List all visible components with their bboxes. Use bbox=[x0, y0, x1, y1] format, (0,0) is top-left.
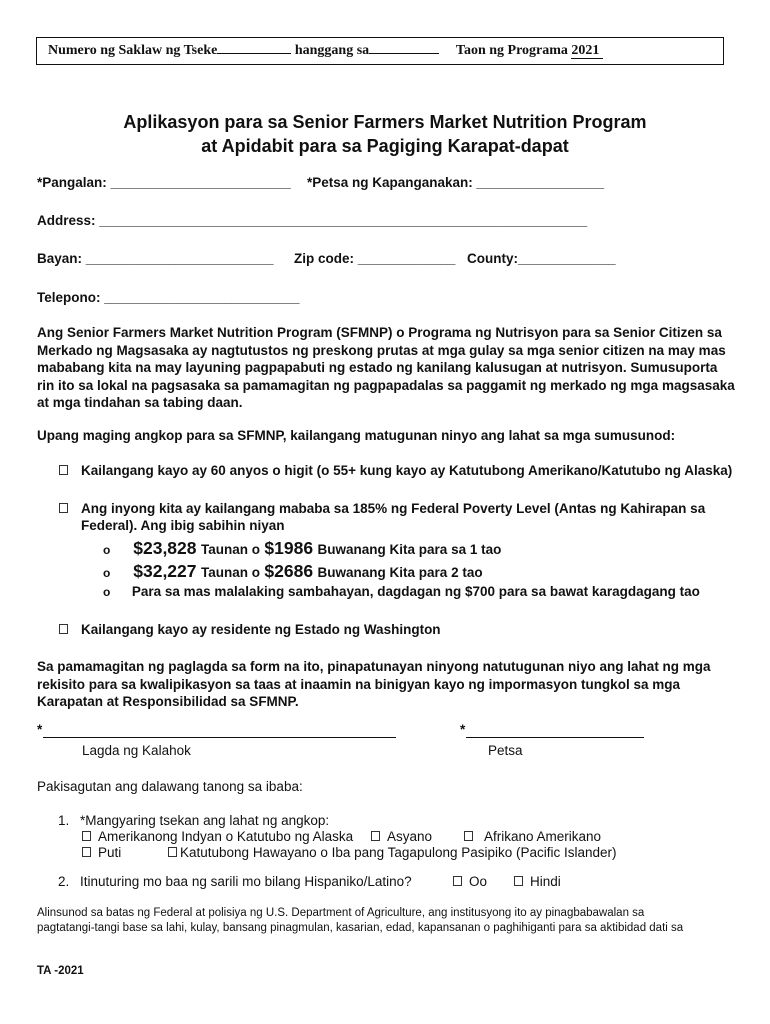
option-pacific-islander-checkbox[interactable] bbox=[168, 847, 177, 857]
question-2-number: 2. bbox=[58, 874, 70, 889]
income-row-1 bbox=[103, 538, 501, 559]
nondiscrimination-line1: Alinsunod sa batas ng Federal at polisiya ng U.S. Department of Agriculture, ang institusyong ito ay pinagbabawalan sa bbox=[37, 907, 645, 919]
check-number-label: Numero ng Saklaw ng Tseke bbox=[48, 43, 218, 58]
option-african-american-checkbox[interactable] bbox=[464, 831, 473, 841]
monthly-income-2: $2686 bbox=[264, 561, 314, 581]
questions-intro: Pakisagutan ang dalawang tanong sa ibaba: bbox=[37, 779, 303, 794]
signature-label: Lagda ng Kalahok bbox=[82, 743, 191, 758]
name-field[interactable]: *Pangalan: ________________________ bbox=[37, 175, 291, 190]
city-field[interactable]: Bayan: _________________________ bbox=[37, 251, 274, 266]
option-yes: Oo bbox=[469, 874, 488, 889]
program-header-box bbox=[36, 37, 724, 65]
option-asian-checkbox[interactable] bbox=[371, 831, 380, 841]
form-title-line1: Aplikasyon para sa Senior Farmers Market Nutrition Program bbox=[123, 112, 647, 132]
monthly-label-1: Buwanang Kita para sa 1 tao bbox=[317, 542, 502, 557]
option-pacific-islander: Katutubong Hawayano o Iba pang Tagapulong Pasipiko (Pacific Islander) bbox=[180, 845, 617, 860]
income-extra: Para sa mas malalaking sambahayan, dagdagan ng $700 para sa bawat karagdagang tao bbox=[131, 584, 700, 599]
phone-field[interactable]: Telepono: __________________________ bbox=[37, 290, 300, 305]
annual-label-2: Taunan o bbox=[200, 565, 260, 580]
form-code: TA -2021 bbox=[37, 965, 84, 977]
annual-label-1: Taunan o bbox=[200, 542, 260, 557]
income-requirement-line2: Federal). Ang ibig sabihin niyan bbox=[81, 518, 285, 533]
check-number-to-field[interactable] bbox=[369, 43, 439, 54]
form-title-line2: at Apidabit para sa Pagiging Karapat-dapat bbox=[201, 136, 569, 156]
dob-field[interactable]: *Petsa ng Kapanganakan: _________________ bbox=[307, 175, 605, 190]
annual-income-2: $32,227 bbox=[133, 561, 197, 581]
monthly-label-2: Buwanang Kita para 2 tao bbox=[317, 565, 483, 580]
income-requirement-line1: Ang inyong kita ay kailangang mababa sa 185% ng Federal Poverty Level (Antas ng Kahirapan sa bbox=[81, 501, 706, 516]
option-no: Hindi bbox=[530, 874, 561, 889]
monthly-income-1: $1986 bbox=[264, 538, 314, 558]
requirements-intro: Upang maging angkop para sa SFMNP, kailangang matugunan ninyo ang lahat sa mga sumusunod: bbox=[37, 428, 676, 443]
signature-required-mark: * bbox=[37, 722, 43, 737]
county-field[interactable]: County:_____________ bbox=[467, 251, 616, 266]
date-line[interactable] bbox=[466, 736, 644, 738]
income-row-2 bbox=[103, 561, 483, 582]
option-yes-checkbox[interactable] bbox=[453, 876, 462, 886]
program-year-label: Taon ng Programa bbox=[455, 43, 568, 58]
age-requirement: Kailangang kayo ay 60 anyos o higit (o 55+ kung kayo ay Katutubong Amerikano/Katutubo ng Alaska) bbox=[81, 463, 733, 478]
nondiscrimination-line2: pagtatangi-tangi base sa lahi, kulay, bansang pinagmulan, kasarian, edad, kapansanan o paghihiganti para sa aktibidad dati sa bbox=[37, 922, 684, 934]
signature-line[interactable] bbox=[43, 736, 396, 738]
question-1-number: 1. bbox=[58, 813, 70, 828]
to-label: hanggang sa bbox=[294, 43, 370, 58]
income-row-3 bbox=[103, 584, 700, 599]
annual-income-1: $23,828 bbox=[133, 538, 197, 558]
question-2-text: Itinuturing mo baa ng sarili mo bilang Hispaniko/Latino? bbox=[80, 874, 412, 889]
address-field[interactable]: Address: _________________________________________________________________ bbox=[37, 213, 588, 228]
option-white-checkbox[interactable] bbox=[82, 847, 91, 857]
date-required-mark: * bbox=[460, 722, 466, 737]
date-label: Petsa bbox=[488, 743, 523, 758]
option-american-indian: Amerikanong Indyan o Katutubo ng Alaska bbox=[98, 829, 354, 844]
bullet-o-icon: o bbox=[103, 566, 111, 580]
income-requirement-checkbox[interactable] bbox=[59, 503, 68, 513]
question-1-text: *Mangyaring tsekan ang lahat ng angkop: bbox=[80, 813, 330, 828]
bullet-o-icon: o bbox=[103, 543, 111, 557]
zip-field[interactable]: Zip code: _____________ bbox=[294, 251, 456, 266]
residency-requirement-checkbox[interactable] bbox=[59, 624, 68, 634]
affirmation-text: Sa pamamagitan ng paglagda sa form na ito, pinapatunayan ninyong natutugunan niyo ang lahat ng mga rekisito para sa kwalipikasyon sa taas at inaamin na binigyan kayo ng impormasyon tungkol sa mga Karapatan at Responsibilidad sa SFMNP. bbox=[37, 659, 711, 709]
bullet-o-icon: o bbox=[103, 585, 111, 599]
option-asian: Asyano bbox=[387, 829, 433, 844]
program-year: 2021 bbox=[571, 43, 603, 59]
check-number-from-field[interactable] bbox=[217, 43, 291, 54]
program-description: Ang Senior Farmers Market Nutrition Program (SFMNP) o Programa ng Nutrisyon para sa Senior Citizen sa Merkado ng Magsasaka ay nagtutustos ng preskong prutas at mga gulay sa mga senior citizen na may mas mababang kita na may layuning pagpapabuti ng estado ng kanilang kalusugan at nutrisyon. Sumusuporta rin ito sa lokal na pagsasaka sa pamamagitan ng pagpapadalas sa paggamit ng merkado ng mga magsasaka at mga tindahan sa tabing daan. bbox=[37, 325, 735, 410]
option-american-indian-checkbox[interactable] bbox=[82, 831, 91, 841]
option-white: Puti bbox=[98, 845, 122, 860]
age-requirement-checkbox[interactable] bbox=[59, 465, 68, 475]
residency-requirement: Kailangang kayo ay residente ng Estado ng Washington bbox=[81, 622, 441, 637]
option-african-american: Afrikano Amerikano bbox=[484, 829, 602, 844]
option-no-checkbox[interactable] bbox=[514, 876, 523, 886]
